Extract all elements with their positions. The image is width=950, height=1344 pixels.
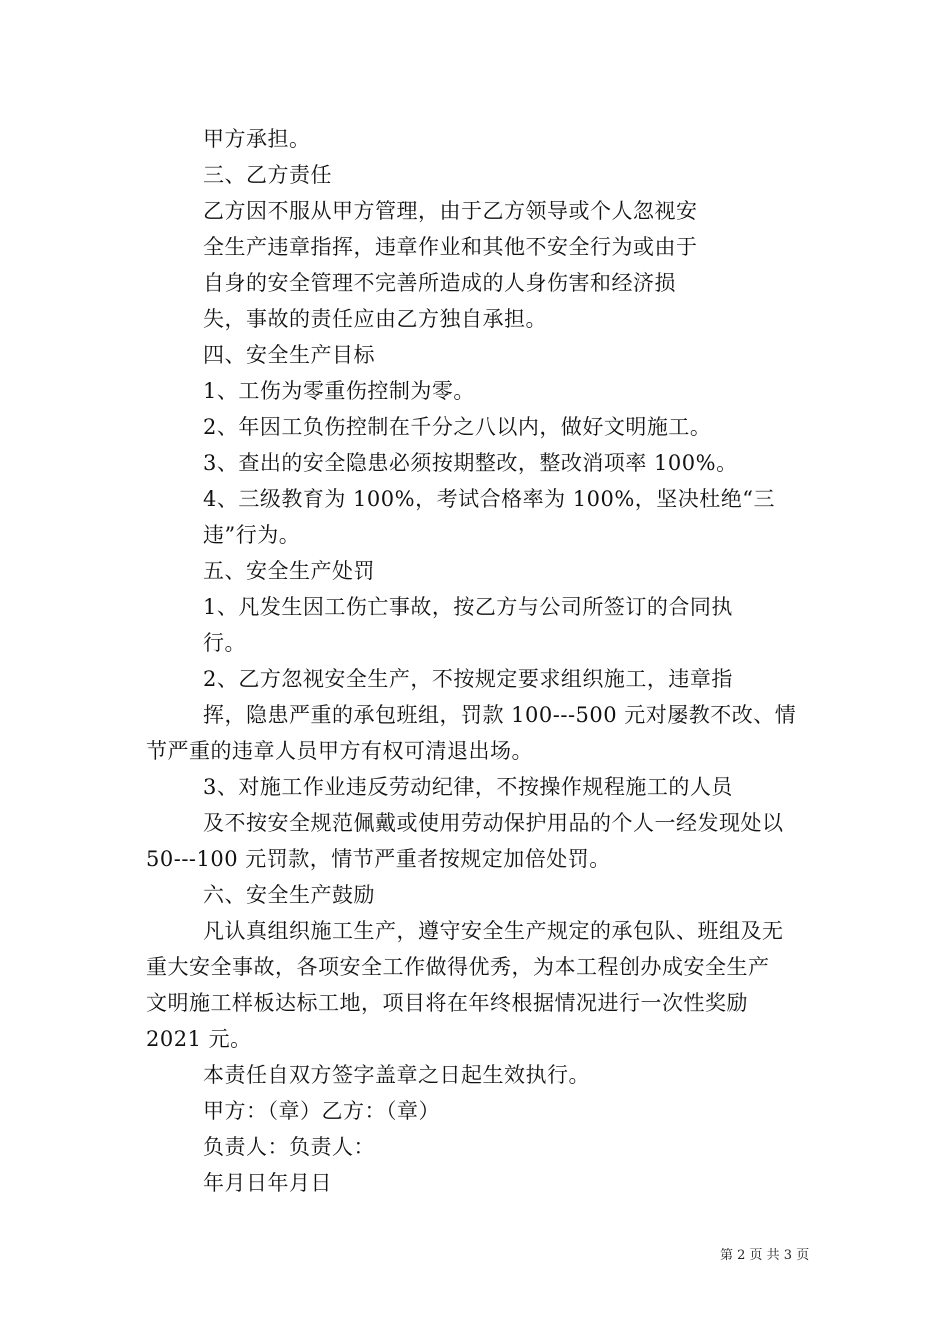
text-line: 行。: [203, 631, 246, 655]
page-number: 第 2 页 共 3 页: [720, 1248, 810, 1263]
text-line: 挥，隐患严重的承包班组，罚款 100---500 元对屡教不改、情: [203, 703, 797, 727]
section-heading: 三、乙方责任: [203, 163, 332, 187]
list-item: 1、凡发生因工伤亡事故，按乙方与公司所签订的合同执: [203, 595, 733, 619]
section-heading: 四、安全生产目标: [203, 343, 375, 367]
signature-line: 甲方：（章）乙方：（章）: [203, 1099, 440, 1123]
text-line: 凡认真组织施工生产，遵守安全生产规定的承包队、班组及无: [203, 919, 784, 943]
text-line: 2021 元。: [146, 1027, 252, 1051]
list-item: 3、查出的安全隐患必须按期整改，整改消项率 100%。: [203, 451, 738, 475]
text-line: 重大安全事故，各项安全工作做得优秀，为本工程创办成安全生产: [146, 955, 770, 979]
list-item: 1、工伤为零重伤控制为零。: [203, 379, 475, 403]
text-line: 及不按安全规范佩戴或使用劳动保护用品的个人一经发现处以: [203, 811, 784, 835]
list-item: 2、年因工负伤控制在千分之八以内，做好文明施工。: [203, 415, 712, 439]
text-line: 失，事故的责任应由乙方独自承担。: [203, 307, 547, 331]
list-item: 3、对施工作业违反劳动纪律，不按操作规程施工的人员: [203, 775, 733, 799]
section-heading: 五、安全生产处罚: [203, 559, 375, 583]
list-item: 2、乙方忽视安全生产，不按规定要求组织施工，违章指: [203, 667, 733, 691]
text-line: 50---100 元罚款，情节严重者按规定加倍处罚。: [146, 847, 611, 871]
text-line: 全生产违章指挥，违章作业和其他不安全行为或由于: [203, 235, 698, 259]
section-heading: 六、安全生产鼓励: [203, 883, 375, 907]
signature-line: 负责人：负责人：: [203, 1135, 375, 1159]
list-item: 4、三级教育为 100%，考试合格率为 100%，坚决杜绝“三: [203, 487, 776, 511]
text-line: 本责任自双方签字盖章之日起生效执行。: [203, 1063, 590, 1087]
text-line: 甲方承担。: [203, 127, 311, 151]
text-line: 文明施工样板达标工地，项目将在年终根据情况进行一次性奖励: [146, 991, 748, 1015]
text-line: 自身的安全管理不完善所造成的人身伤害和经济损: [203, 271, 676, 295]
text-line: 节严重的违章人员甲方有权可清退出场。: [146, 739, 533, 763]
text-line: 违”行为。: [203, 523, 301, 547]
text-line: 乙方因不服从甲方管理，由于乙方领导或个人忽视安: [203, 199, 698, 223]
date-line: 年月日年月日: [203, 1171, 332, 1195]
